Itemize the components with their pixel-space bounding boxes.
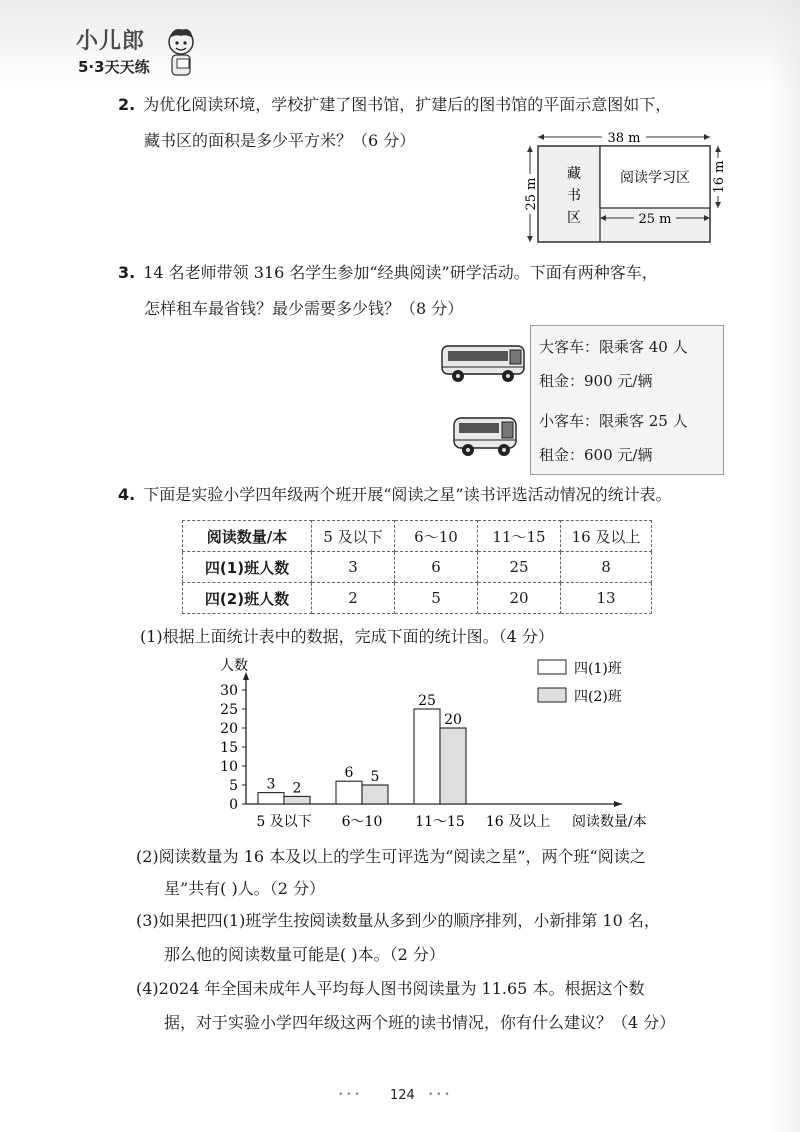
- big-bus-rent: 租金：900 元/辆: [539, 372, 653, 390]
- q3-line2: 怎样租车最省钱？最少需要多少钱？（8 分）: [144, 299, 464, 318]
- bar-2: [362, 785, 388, 804]
- top-dimension-label: 38 m: [607, 131, 641, 146]
- data-label: 5: [370, 769, 380, 785]
- zone-label-cang: 藏: [567, 166, 581, 182]
- table-cell: 25: [478, 552, 561, 583]
- table-row: [183, 552, 652, 583]
- table-header-cell: 16 及以上: [561, 521, 652, 552]
- q4-sub4-line1: (4)2024 年全国未成年人平均每人图书阅读量为 11.65 本。根据这个数: [136, 979, 645, 998]
- data-label: 3: [266, 776, 276, 793]
- bar-1: [336, 781, 362, 804]
- data-label: 25: [418, 693, 436, 709]
- small-bus-capacity: 小客车：限乘客 25 人: [539, 412, 688, 430]
- table-header-row: [183, 521, 652, 552]
- footer-decoration-right: • • •: [428, 1090, 450, 1100]
- bus-info-panel: [530, 325, 724, 475]
- x-axis-arrow: [614, 801, 622, 807]
- footer-decoration-left: • • •: [338, 1090, 360, 1100]
- legend-label-1: 四(1)班: [574, 661, 622, 677]
- q3-line1: [118, 262, 658, 284]
- left-dimension-label: 25 m: [524, 177, 539, 211]
- bar-1: [414, 709, 440, 804]
- brand-logo: 小儿郎: [76, 29, 146, 54]
- page-edge-shadow: [770, 0, 800, 1132]
- q2-number: 2.: [118, 95, 136, 114]
- table-header-cell: 11～15: [478, 521, 561, 552]
- bar-1: [258, 793, 284, 804]
- y-tick-label: 25: [220, 702, 238, 718]
- zone-label-shu: 书: [567, 188, 581, 204]
- q4-sub3-line1: (3)如果把四(1)班学生按阅读数量从多到少的顺序排列，小新排第 10 名，: [136, 911, 660, 930]
- x-tick-label: 16 及以上: [485, 814, 551, 830]
- y-tick-label: 5: [229, 778, 238, 794]
- y-tick-label: 20: [220, 721, 238, 737]
- right-dimension-label: 16 m: [712, 160, 727, 194]
- q2-text: 为优化阅读环境，学校扩建了图书馆，扩建后的图书馆的平面示意图如下，: [143, 95, 672, 114]
- legend-label-2: 四(2)班: [574, 689, 622, 705]
- table-cell: 20: [478, 583, 561, 614]
- q4-sub3-line2: 那么他的阅读数量可能是( )本。（2 分）: [164, 945, 445, 964]
- table-row: [183, 583, 652, 614]
- brand-subtitle: 5·3天天练: [78, 58, 150, 76]
- brand-header: [76, 24, 196, 80]
- table-header-cell: 阅读数量/本: [183, 521, 312, 552]
- y-axis-label: 人数: [220, 658, 248, 674]
- x-tick-label: 5 及以下: [256, 814, 312, 830]
- bar-chart: [196, 654, 686, 834]
- table-cell: 3: [312, 552, 395, 583]
- x-tick-label: 6～10: [341, 814, 383, 830]
- table-cell: 13: [561, 583, 652, 614]
- library-floor-plan: [526, 130, 726, 250]
- table-header-cell: 5 及以下: [312, 521, 395, 552]
- q2-line1: [118, 94, 671, 116]
- zone-label-qu: 区: [567, 210, 581, 226]
- table-cell: 2: [312, 583, 395, 614]
- big-bus-capacity: 大客车：限乘客 40 人: [539, 338, 688, 356]
- table-cell: 8: [561, 552, 652, 583]
- y-tick-label: 10: [220, 759, 238, 775]
- table-header-cell: 6～10: [395, 521, 478, 552]
- x-axis-label: 阅读数量/本: [572, 814, 647, 830]
- page-number: 124: [390, 1088, 415, 1103]
- data-label: 2: [292, 780, 302, 797]
- q3-number: 3.: [118, 263, 136, 282]
- y-tick-label: 30: [220, 683, 238, 699]
- bottom-dimension-label: 25 m: [638, 212, 672, 227]
- bar-2: [440, 728, 466, 804]
- table-cell: 5: [395, 583, 478, 614]
- q4-number: 4.: [118, 485, 136, 504]
- y-tick-label: 15: [220, 740, 238, 756]
- q4-intro: 下面是实验小学四年级两个班开展“阅读之星”读书评选活动情况的统计表。: [143, 485, 672, 504]
- table-row-label: 四(1)班人数: [183, 552, 312, 583]
- q4-sub2-line1: (2)阅读数量为 16 本及以上的学生可评选为“阅读之星”，两个班“阅读之: [136, 847, 646, 866]
- y-tick-label: 0: [229, 797, 238, 813]
- legend-swatch-2: [538, 688, 566, 702]
- q4-sub4-line2: 据，对于实验小学四年级这两个班的读书情况，你有什么建议？（4 分）: [164, 1013, 676, 1032]
- study-area-label: 阅读学习区: [620, 170, 690, 186]
- bar-2: [284, 796, 310, 804]
- small-bus-icon: [450, 412, 522, 460]
- mascot-icon: [164, 26, 198, 78]
- x-tick-label: 11～15: [415, 814, 465, 830]
- table-cell: 6: [395, 552, 478, 583]
- reading-stats-table: [182, 520, 652, 614]
- q4-sub1: (1)根据上面统计表中的数据，完成下面的统计图。（4 分）: [140, 627, 554, 646]
- small-bus-rent: 租金：600 元/辆: [539, 446, 653, 464]
- data-label: 20: [444, 712, 462, 728]
- q3-text: 14 名老师带领 316 名学生参加“经典阅读”研学活动。下面有两种客车，: [143, 263, 658, 282]
- q2-line2: 藏书区的面积是多少平方米？（6 分）: [144, 131, 416, 150]
- big-bus-icon: [438, 340, 530, 386]
- table-row-label: 四(2)班人数: [183, 583, 312, 614]
- q4-line1: [118, 484, 672, 506]
- legend-swatch-1: [538, 660, 566, 674]
- q4-sub2-line2: 星”共有( )人。（2 分）: [164, 879, 326, 898]
- data-label: 6: [344, 765, 354, 782]
